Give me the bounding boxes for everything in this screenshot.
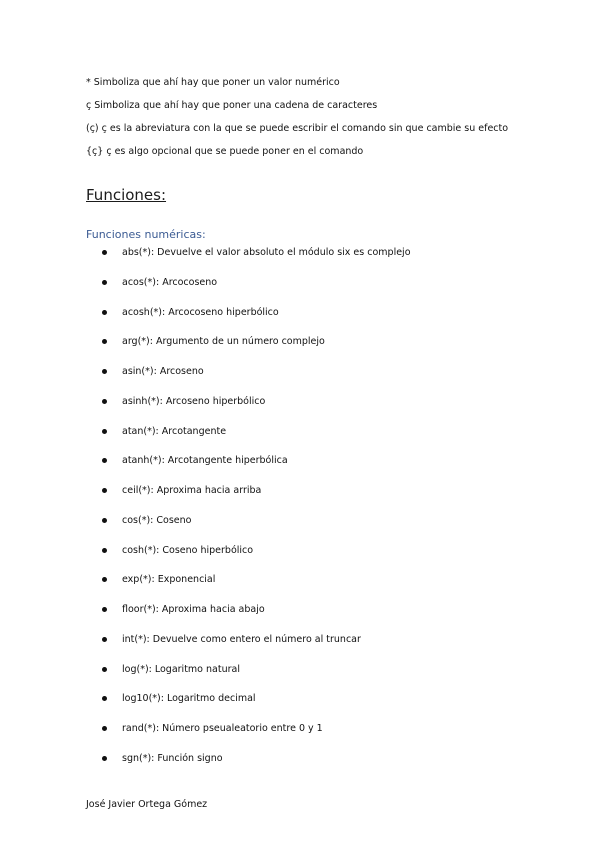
- bullet-icon: [102, 577, 107, 582]
- list-item-text: rand(*): Número pseualeatorio entre 0 y 1: [122, 723, 323, 734]
- bullet-icon: [102, 607, 107, 612]
- list-item: [100, 601, 411, 631]
- list-item-text: acos(*): Arcocoseno: [122, 276, 218, 288]
- list-item-text: sgn(*): Función signo: [122, 752, 223, 764]
- list-item-text: cosh(*): Coseno hiperbólico: [122, 544, 254, 556]
- list-item: [100, 750, 411, 780]
- list-item-text: asin(*): Arcoseno: [122, 366, 204, 377]
- symbol-legend: [86, 71, 508, 163]
- legend-line-string: ç Simboliza que ahí hay que poner una cadena de caracteres: [86, 100, 378, 111]
- list-item: [100, 244, 411, 274]
- bullet-icon: [102, 369, 107, 374]
- bullet-icon: [102, 399, 107, 404]
- list-item: [100, 423, 411, 453]
- list-item: [100, 571, 411, 601]
- bullet-icon: [102, 250, 107, 255]
- bullet-icon: [102, 488, 107, 493]
- list-item: [100, 482, 411, 512]
- bullet-icon: [102, 637, 107, 642]
- list-item: [100, 690, 411, 720]
- list-item-text: log10(*): Logaritmo decimal: [122, 693, 256, 705]
- list-item-text: floor(*): Aproxima hacia abajo: [122, 604, 265, 615]
- legend-line-numeric: * Simboliza que ahí hay que poner un valor numérico: [86, 77, 340, 88]
- author-footer: José Javier Ortega Gómez: [86, 799, 208, 810]
- list-item-text: cos(*): Coseno: [122, 514, 192, 526]
- list-item: [100, 393, 411, 423]
- bullet-icon: [102, 756, 107, 761]
- legend-line-abbreviation: (ç) ç es la abreviatura con la que se puede escribir el comando sin que cambie su efecto: [86, 123, 509, 134]
- subsection-heading: Funciones numéricas:: [86, 228, 206, 241]
- bullet-icon: [102, 518, 107, 523]
- bullet-icon: [102, 310, 107, 315]
- list-item-text: exp(*): Exponencial: [122, 574, 216, 586]
- list-item: [100, 333, 411, 363]
- bullet-icon: [102, 726, 107, 731]
- bullet-icon: [102, 429, 107, 434]
- legend-line-optional: {ç} ç es algo opcional que se puede poner en el comando: [86, 146, 364, 157]
- list-item-text: abs(*): Devuelve el valor absoluto el módulo six es complejo: [122, 247, 411, 258]
- list-item: [100, 720, 411, 750]
- list-item: [100, 274, 411, 304]
- list-item: [100, 452, 411, 482]
- section-heading: Funciones:: [86, 186, 167, 204]
- list-item-text: ceil(*): Aproxima hacia arriba: [122, 485, 262, 496]
- list-item-text: int(*): Devuelve como entero el número al truncar: [122, 633, 361, 645]
- function-list: [100, 244, 411, 780]
- list-item: [100, 631, 411, 661]
- bullet-icon: [102, 458, 107, 463]
- list-item: [100, 363, 411, 393]
- list-item: [100, 512, 411, 542]
- list-item-text: acosh(*): Arcocoseno hiperbólico: [122, 306, 279, 318]
- list-item-text: arg(*): Argumento de un número complejo: [122, 336, 325, 348]
- list-item-text: atan(*): Arcotangente: [122, 425, 227, 437]
- list-item: [100, 661, 411, 691]
- list-item: [100, 304, 411, 334]
- bullet-icon: [102, 667, 107, 672]
- list-item: [100, 542, 411, 572]
- list-item-text: log(*): Logaritmo natural: [122, 663, 240, 675]
- list-item-text: atanh(*): Arcotangente hiperbólica: [122, 455, 288, 467]
- list-item-text: asinh(*): Arcoseno hiperbólico: [122, 395, 266, 407]
- bullet-icon: [102, 339, 107, 344]
- bullet-icon: [102, 696, 107, 701]
- bullet-icon: [102, 280, 107, 285]
- bullet-icon: [102, 548, 107, 553]
